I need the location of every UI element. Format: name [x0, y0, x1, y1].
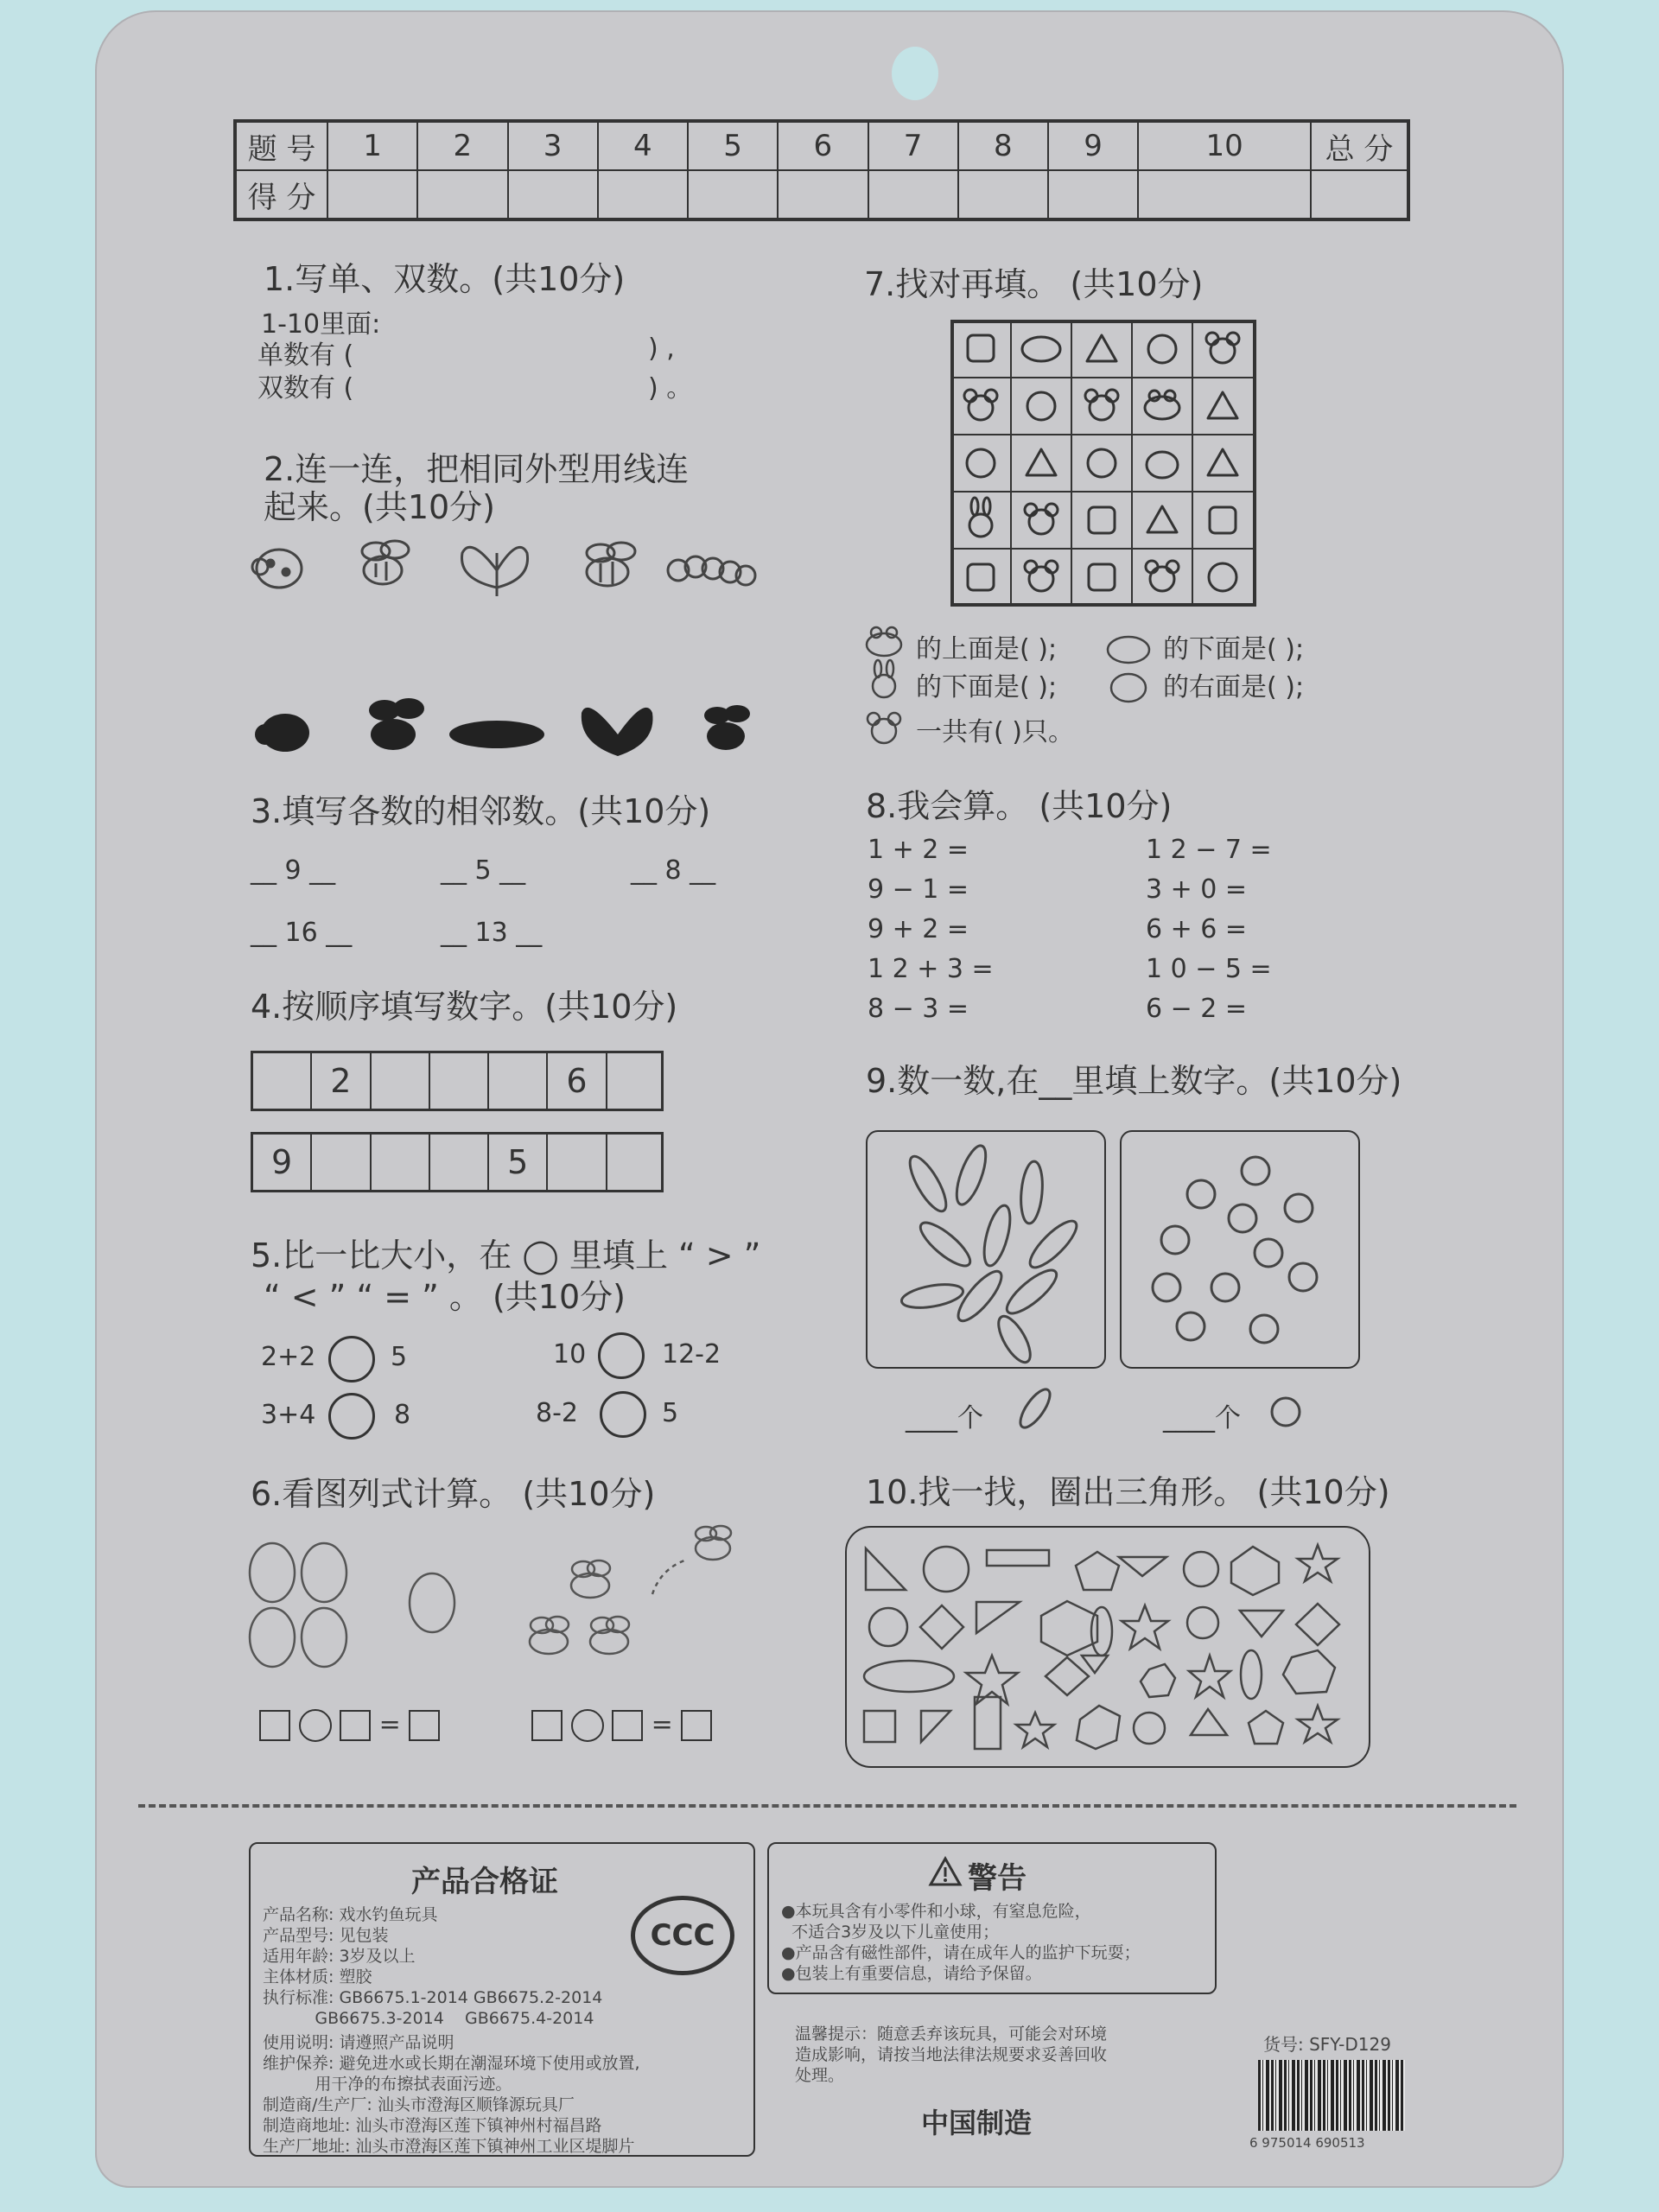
q5-left-operand: 3+4 [261, 1400, 316, 1430]
q4-cell[interactable] [253, 1053, 312, 1109]
made-in-china: 中国制造 [921, 2107, 1033, 2139]
q6-equation-a[interactable] [259, 1709, 440, 1742]
q7-shape-grid [950, 320, 1256, 607]
score-cell: 6 [778, 121, 868, 170]
mouse-icon [1025, 561, 1058, 591]
q7-question-a[interactable]: 的上面是( ); [916, 634, 1058, 664]
mouse-icon [1146, 561, 1179, 591]
answer-box[interactable] [259, 1710, 290, 1741]
q5-title-line2: “ < ” “ = ” 。 (共10分) [264, 1278, 626, 1316]
eggplant-icon [1009, 1381, 1061, 1433]
cert-line: 适用年龄: 3岁及以上 [263, 1947, 416, 1966]
q4-cell[interactable] [489, 1053, 548, 1109]
q10-title: 10.找一找，圈出三角形。 (共10分) [866, 1473, 1390, 1511]
score-blank[interactable] [688, 170, 778, 219]
q5-left-operand: 10 [553, 1339, 587, 1370]
triangle-icon [1119, 1557, 1166, 1576]
square-icon [1089, 507, 1115, 533]
score-cell: 题 号 [235, 121, 327, 170]
frog-icon [867, 627, 901, 656]
answer-box[interactable] [612, 1710, 643, 1741]
cert-line: 制造商地址: 汕头市澄海区莲下镇神州村福昌路 [263, 2116, 602, 2135]
star-icon [1016, 1713, 1054, 1747]
score-blank[interactable] [1138, 170, 1311, 219]
q8-problem[interactable]: 8 − 3 = [868, 994, 969, 1024]
q4-cell[interactable] [607, 1053, 661, 1109]
eggplant-icon [868, 1132, 1104, 1367]
q4-cell[interactable]: 2 [312, 1053, 371, 1109]
frog-icon [1145, 391, 1179, 419]
score-cell: 5 [688, 121, 778, 170]
tip-line: 温馨提示：随意丢弃该玩具，可能会对环境 [795, 2024, 1108, 2044]
q1-even-label: 双数有 ( [257, 373, 354, 404]
q8-problem[interactable]: 1 + 2 = [868, 835, 969, 865]
cert-line: 产品名称: 戏水钓鱼玩具 [263, 1905, 438, 1924]
q4-cell[interactable]: 5 [489, 1135, 548, 1190]
q4-cell[interactable] [548, 1135, 607, 1190]
warning-line: ●产品含有磁性部件，请在成年人的监护下玩耍； [781, 1943, 1141, 1962]
q7-question-d[interactable]: 的右面是( ); [1163, 672, 1305, 702]
score-blank[interactable] [778, 170, 868, 219]
score-value-row [235, 170, 1408, 219]
warning-line: ●本玩具含有小零件和小球，有窒息危险， [781, 1902, 1091, 1921]
square-icon [1089, 564, 1115, 590]
elephant-icon [1108, 637, 1149, 663]
triangle-icon [976, 1602, 1020, 1633]
circle-icon [1027, 392, 1055, 420]
operator-circle[interactable] [571, 1709, 604, 1742]
barcode [1258, 2060, 1405, 2131]
barcode-number: 6 975014 690513 [1249, 2135, 1365, 2151]
q1-line1: 1-10里面: [261, 309, 381, 340]
q7-question-b[interactable]: 的下面是( ); [1163, 634, 1305, 664]
q8-problem[interactable]: 3 + 0 = [1146, 874, 1248, 905]
circle-icon [1148, 335, 1176, 363]
mouse-icon [1206, 333, 1239, 363]
q2-title-line1: 2.连一连，把相同外型用线连 [264, 450, 690, 488]
triangle-icon [866, 1548, 906, 1590]
score-table [233, 119, 1410, 221]
q5-title-line1: 5.比一比大小，在 ◯ 里填上 “ > ” [251, 1236, 761, 1274]
warning-line: 不适合3岁及以下儿童使用； [781, 1923, 1000, 1942]
warning-box [767, 1842, 1217, 1994]
q1-even-end: ) 。 [648, 373, 693, 404]
operator-circle[interactable] [299, 1709, 332, 1742]
q8-title: 8.我会算。 (共10分) [866, 787, 1173, 825]
butterfly-silhouette-icon [582, 708, 653, 756]
q4-grid-row1 [251, 1051, 664, 1111]
certificate-box [249, 1842, 755, 2157]
q4-cell[interactable]: 9 [253, 1135, 312, 1190]
rabbit-icon [969, 498, 992, 537]
cert-line: 执行标准: GB6675.1-2014 GB6675.2-2014 [263, 1988, 603, 2007]
answer-box[interactable] [531, 1710, 563, 1741]
ccc-logo: CCC [631, 1896, 734, 1975]
score-blank[interactable] [958, 170, 1048, 219]
triangle-icon [921, 1711, 950, 1742]
q4-cell[interactable] [372, 1135, 430, 1190]
q6-equation-b[interactable] [531, 1709, 712, 1742]
insect-matching-figure [246, 527, 765, 778]
cert-line: 维护保养: 避免进水或长期在潮湿环境下使用或放置, [263, 2054, 640, 2073]
rabbit-icon [873, 660, 895, 697]
score-blank[interactable] [327, 170, 417, 219]
q8-problem[interactable]: 1 0 − 5 = [1146, 954, 1272, 984]
tip-line: 处理。 [795, 2066, 845, 2085]
mouse-icon [868, 713, 900, 743]
equals-sign: = [651, 1709, 673, 1740]
cert-line: GB6675.3-2014 GB6675.4-2014 [263, 2009, 594, 2028]
q7-title: 7.找对再填。 (共10分) [864, 265, 1204, 303]
answer-box[interactable] [681, 1710, 712, 1741]
hang-hole [892, 47, 938, 100]
star-icon [1298, 1706, 1338, 1742]
square-icon [968, 564, 994, 590]
q7-animal-icons [1104, 629, 1156, 707]
elephant-icon [1022, 337, 1060, 361]
q5-compare-circle[interactable] [328, 1393, 375, 1440]
bee-icon [362, 541, 409, 584]
tip-line: 造成影响，请按当地法律法规要求妥善回收 [795, 2045, 1108, 2064]
star-icon [1122, 1605, 1168, 1649]
score-blank[interactable] [508, 170, 598, 219]
item-number: 货号: SFY-D129 [1263, 2034, 1391, 2055]
bee-silhouette-icon [704, 705, 750, 750]
mouse-icon [1025, 504, 1058, 534]
bee-icon [530, 1526, 731, 1654]
triangle-icon [1191, 1709, 1227, 1735]
butterfly-icon [462, 547, 528, 596]
shape-hunt-panel [845, 1526, 1370, 1768]
q5-compare-circle[interactable] [328, 1336, 375, 1382]
score-cell: 7 [868, 121, 958, 170]
bee-icon [587, 543, 635, 586]
q8-problem[interactable]: 1 2 − 7 = [1146, 835, 1272, 865]
q8-problem[interactable]: 9 − 1 = [868, 874, 969, 905]
tomato-icon [1267, 1391, 1305, 1429]
cert-line: 制造商/生产厂: 汕头市澄海区顺锋源玩具厂 [263, 2095, 575, 2114]
q3-item[interactable]: __ 13 __ [441, 918, 543, 948]
caterpillar-icon [668, 556, 755, 585]
score-blank[interactable] [868, 170, 958, 219]
circle-icon [967, 449, 995, 477]
cert-line: 使用说明: 请遵照产品说明 [263, 2033, 454, 2052]
q7-question-c[interactable]: 的下面是( ); [916, 672, 1058, 702]
star-icon [1298, 1545, 1338, 1581]
ladybug-icon [252, 550, 302, 588]
q5-left-operand: 8-2 [536, 1398, 578, 1428]
triangle-icon [1147, 506, 1177, 532]
q4-cell[interactable] [312, 1135, 371, 1190]
q4-cell[interactable] [607, 1135, 661, 1190]
q5-left-operand: 2+2 [261, 1342, 316, 1372]
mouse-icon [1085, 390, 1118, 420]
tomato-icon [1122, 1132, 1358, 1367]
q3-item[interactable]: __ 5 __ [441, 855, 526, 886]
mixed-shapes-figure [847, 1528, 1369, 1766]
triangle-icon [1087, 335, 1116, 361]
triangle-icon [1240, 1611, 1283, 1637]
cert-line: 用干净的布擦拭表面污迹。 [263, 2075, 512, 2094]
q7-question-e[interactable]: 一共有( )只。 [916, 717, 1074, 747]
q5-right-operand: 5 [662, 1398, 679, 1428]
dog-icon [1147, 452, 1178, 478]
circle-icon [1088, 449, 1116, 477]
q8-problem[interactable]: 6 − 2 = [1146, 994, 1248, 1024]
cert-line: 主体材质: 塑胶 [263, 1967, 372, 1986]
warning-line: ●包装上有重要信息，请给予保留。 [781, 1964, 1042, 1983]
warning-title: 警告 [968, 1861, 1027, 1896]
q5-compare-circle[interactable] [600, 1391, 646, 1438]
mouse-icon [964, 390, 997, 420]
score-header-row [235, 121, 1408, 170]
cut-line [138, 1804, 1516, 1808]
q1-title: 1.写单、双数。(共10分) [264, 260, 626, 298]
q4-cell[interactable] [372, 1053, 430, 1109]
cert-line: 生产厂地址: 汕头市澄海区莲下镇神州工业区堤脚片 [263, 2137, 635, 2156]
eggplant-panel [866, 1130, 1106, 1369]
score-cell: 9 [1048, 121, 1138, 170]
q4-cell[interactable]: 6 [548, 1053, 607, 1109]
q5-compare-circle[interactable] [598, 1332, 645, 1379]
ladybug-silhouette-icon [255, 714, 309, 752]
q3-title: 3.填写各数的相邻数。(共10分) [251, 792, 711, 830]
square-icon [968, 335, 994, 361]
score-label: 得 分 [235, 170, 327, 219]
tomato-panel [1120, 1130, 1360, 1369]
bee-silhouette-icon [369, 698, 424, 750]
lemon-icon [250, 1543, 454, 1667]
score-cell: 2 [417, 121, 507, 170]
q5-right-operand: 12-2 [662, 1339, 721, 1370]
q1-odd-label: 单数有 ( [257, 340, 354, 371]
score-cell: 8 [958, 121, 1048, 170]
q4-grid-row2 [251, 1132, 664, 1192]
answer-box[interactable] [340, 1710, 371, 1741]
answer-box[interactable] [409, 1710, 440, 1741]
warning-triangle-icon [928, 1856, 963, 1887]
dog-icon [1111, 674, 1146, 702]
score-blank[interactable] [598, 170, 688, 219]
q6-title: 6.看图列式计算。 (共10分) [251, 1475, 656, 1513]
certificate-title: 产品合格证 [411, 1865, 558, 1899]
q9-title: 9.数一数,在__里填上数字。(共10分) [866, 1062, 1402, 1100]
score-cell: 4 [598, 121, 688, 170]
score-cell: 3 [508, 121, 598, 170]
q3-item[interactable]: __ 16 __ [251, 918, 353, 948]
q8-problem[interactable]: 6 + 6 = [1146, 914, 1248, 944]
triangle-icon [1082, 1656, 1108, 1673]
triangle-icon [1208, 449, 1237, 475]
triangle-icon [1027, 449, 1056, 475]
square-icon [1210, 507, 1236, 533]
score-cell: 总 分 [1311, 121, 1408, 170]
q5-right-operand: 8 [394, 1400, 411, 1430]
q6-picture [246, 1521, 756, 1685]
q4-cell[interactable] [430, 1135, 489, 1190]
score-blank[interactable] [1048, 170, 1138, 219]
q2-title-line2: 起来。(共10分) [264, 488, 496, 526]
q4-title: 4.按顺序填写数字。(共10分) [251, 988, 678, 1026]
circle-icon [1209, 563, 1236, 591]
cert-line: 产品型号: 见包装 [263, 1926, 389, 1945]
q3-item[interactable]: __ 8 __ [631, 855, 716, 886]
q4-cell[interactable] [430, 1053, 489, 1109]
score-blank[interactable] [1311, 170, 1408, 219]
q7-animal-icons [860, 624, 912, 753]
q5-right-operand: 5 [391, 1342, 408, 1372]
equals-sign: = [378, 1709, 401, 1740]
q8-problem[interactable]: 1 2 + 3 = [868, 954, 994, 984]
score-blank[interactable] [417, 170, 507, 219]
star-icon [1189, 1656, 1230, 1697]
q9-count-tomato[interactable]: ____个 [1163, 1403, 1241, 1433]
q8-problem[interactable]: 9 + 2 = [868, 914, 969, 944]
score-cell: 10 [1138, 121, 1311, 170]
caterpillar-silhouette-icon [449, 721, 544, 748]
triangle-icon [1208, 392, 1237, 418]
q9-count-eggplant[interactable]: ____个 [906, 1403, 983, 1433]
q3-item[interactable]: __ 9 __ [251, 855, 336, 886]
q1-odd-end: ) , [648, 334, 675, 364]
score-cell: 1 [327, 121, 417, 170]
